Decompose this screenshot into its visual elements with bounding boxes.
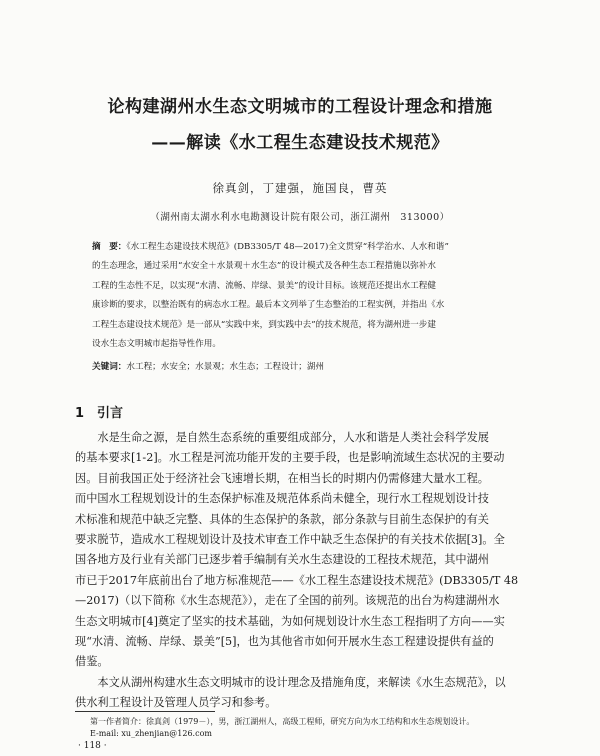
page-number: · 118 · (78, 741, 107, 751)
body-line: —2017)（以下简称《水生态规范》），走在了全国的前列。该规范的出台为构建湖州水 (75, 594, 500, 608)
footnote-rule (75, 711, 215, 712)
abstract-line: 的生态理念，通过采用“水安全＋水景观＋水生态”的设计模式及各种生态工程措施以弥补水 (92, 261, 436, 272)
abstract-line: 摘 要：《水工程生态建设技术规范》(DB3305/T 48—2017)全文贯穿“科学治水、人水和谐” (92, 242, 449, 252)
section-heading: 1 引言 (75, 406, 124, 421)
body-line: 现“水清、流畅、岸绿、景美”[5]，也为其他省市如何开展水生态工程建设提供有益的 (75, 635, 494, 649)
body-line: 市已于2017年底前出台了地方标准规范——《水工程生态建设技术规范》(DB3305/T 48 (75, 573, 519, 587)
authors: 徐真剑，丁建强，施国良，曹英 (212, 181, 388, 195)
body-line: 的基本要求[1-2]。水工程是河流功能开发的主要手段，也是影响流域生态状况的主要动 (75, 451, 505, 465)
body-line: 而中国水工程规划设计的生态保护标准及规范体系尚未健全，现行水工程规划设计技 (75, 492, 489, 506)
abstract-label: 摘 要： (92, 242, 127, 252)
body-line: 国各地方及行业有关部门已逐步着手编制有关水生态建设的工程技术规范，其中湖州 (75, 553, 489, 567)
abstract-line: 工程生态建设技术规范》是一部从“实践中来，到实践中去”的技术规范，将为湖州进一步建 (92, 319, 436, 330)
body-line: 要求脱节，造成水工程规划设计及技术审查工作中缺乏生态保护的有关技术依据[3]。全 (75, 533, 505, 547)
abstract (92, 238, 522, 354)
keywords (92, 360, 522, 372)
footnote-email: E-mail: xu_zhenjian@126.com (90, 729, 212, 738)
body-text (75, 428, 535, 714)
keywords-text: 水工程；水安全；水景观；水生态；工程设计；湖州 (126, 362, 325, 372)
abstract-line: 工程的生态性不足，以实现“水清、流畅、岸绿、景美”的设计目标。该规范还提出水工程健 (92, 280, 436, 291)
body-line: 因。目前我国正处于经济社会飞速增长期，在相当长的时期内仍需修建大量水工程。 (75, 471, 489, 485)
abstract-line: 设水生态文明城市起指导性作用。 (92, 339, 221, 350)
body-line: 本文从湖州构建水生态文明城市的设计理念及措施角度，来解读《水生态规范》，以 (75, 675, 506, 689)
keywords-label: 关键词： (92, 362, 127, 372)
body-line: 水是生命之源，是自然生态系统的重要组成部分，人水和谐是人类社会科学发展 (75, 431, 489, 444)
body-line: 生态文明城市[4]奠定了坚实的技术基础，为如何规划设计水生态工程指明了方向——实 (75, 614, 505, 628)
body-line: 供水利工程设计及管理人员学习和参考。 (75, 696, 277, 710)
paper-title-line2: ——解读《水工程生态建设技术规范》 (151, 133, 449, 153)
abstract-line: 康诊断的要求，以整治既有的病态水工程。最后本文列举了生态整治的工程实例，并指出《水 (92, 300, 445, 311)
body-line: 借鉴。 (75, 655, 109, 669)
paper-title-line1: 论构建湖州水生态文明城市的工程设计理念和措施 (107, 97, 493, 117)
body-line: 术标准和规范中缺乏完整、具体的生态保护的条款，部分条款与目前生态保护的有关 (75, 512, 489, 526)
footnote-author: 第一作者简介：徐真剑（1979－），男，浙江湖州人，高级工程师，研究方向为水工结构和水生态规划设计。 (90, 717, 475, 726)
affiliation: （湖州南太湖水利水电勘测设计院有限公司，浙江湖州 313000） (150, 212, 450, 223)
